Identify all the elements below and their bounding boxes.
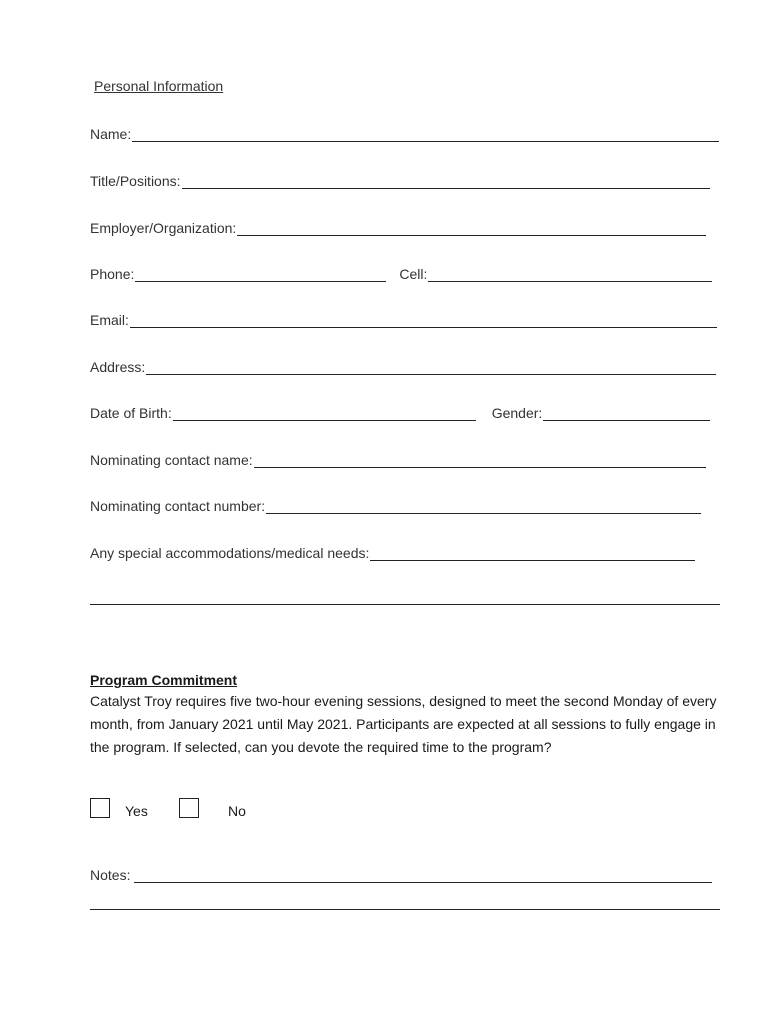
nom-name-label: Nominating contact name: <box>90 452 253 468</box>
personal-information-heading: Personal Information <box>94 78 224 94</box>
dob-label: Date of Birth: <box>90 405 172 421</box>
yes-checkbox[interactable] <box>90 798 110 818</box>
address-row <box>90 355 716 375</box>
yes-label: Yes <box>125 803 148 819</box>
notes-row <box>90 863 712 883</box>
program-commitment-text: Catalyst Troy requires five two-hour evening sessions, designed to meet the second Monday of every month, from January 2021 until May 2021. Participants are expected at all sessions to fully engage in the program. If selected, can you devote the required time to the program? <box>90 693 717 755</box>
nom-name-row <box>90 448 706 468</box>
name-label: Name: <box>90 126 132 142</box>
name-row <box>90 122 719 142</box>
address-field[interactable] <box>146 359 716 375</box>
accommodations-row <box>90 541 695 561</box>
accommodations-label: Any special accommodations/medical needs: <box>90 545 370 561</box>
title-label: Title/Positions: <box>90 173 181 189</box>
phone-row <box>90 262 712 282</box>
notes-label: Notes: <box>90 867 131 883</box>
employer-row <box>90 216 706 236</box>
email-field[interactable] <box>130 312 717 328</box>
nom-name-field[interactable] <box>254 452 706 468</box>
address-label: Address: <box>90 359 146 375</box>
name-field[interactable] <box>132 126 719 142</box>
email-label: Email: <box>90 312 129 328</box>
title-row <box>90 169 710 189</box>
accommodations-extra-line[interactable] <box>90 589 720 605</box>
employer-label: Employer/Organization: <box>90 220 237 236</box>
no-checkbox[interactable] <box>179 798 199 818</box>
dob-field[interactable] <box>173 405 476 421</box>
nom-number-label: Nominating contact number: <box>90 498 266 514</box>
no-label: No <box>228 803 246 819</box>
notes-field[interactable] <box>134 867 712 883</box>
nom-number-field[interactable] <box>266 498 701 514</box>
phone-label: Phone: <box>90 266 135 282</box>
program-commitment-heading: Program Commitment <box>90 672 238 688</box>
notes-extra-line[interactable] <box>90 894 720 910</box>
email-row <box>90 308 717 328</box>
accommodations-field[interactable] <box>370 545 695 561</box>
nom-number-row <box>90 494 701 514</box>
employer-field[interactable] <box>237 220 706 236</box>
phone-field[interactable] <box>135 266 386 282</box>
cell-label: Cell: <box>399 266 428 282</box>
gender-field[interactable] <box>543 405 710 421</box>
gender-label: Gender: <box>491 405 543 421</box>
dob-row <box>90 401 710 421</box>
title-field[interactable] <box>182 173 710 189</box>
cell-field[interactable] <box>428 266 712 282</box>
